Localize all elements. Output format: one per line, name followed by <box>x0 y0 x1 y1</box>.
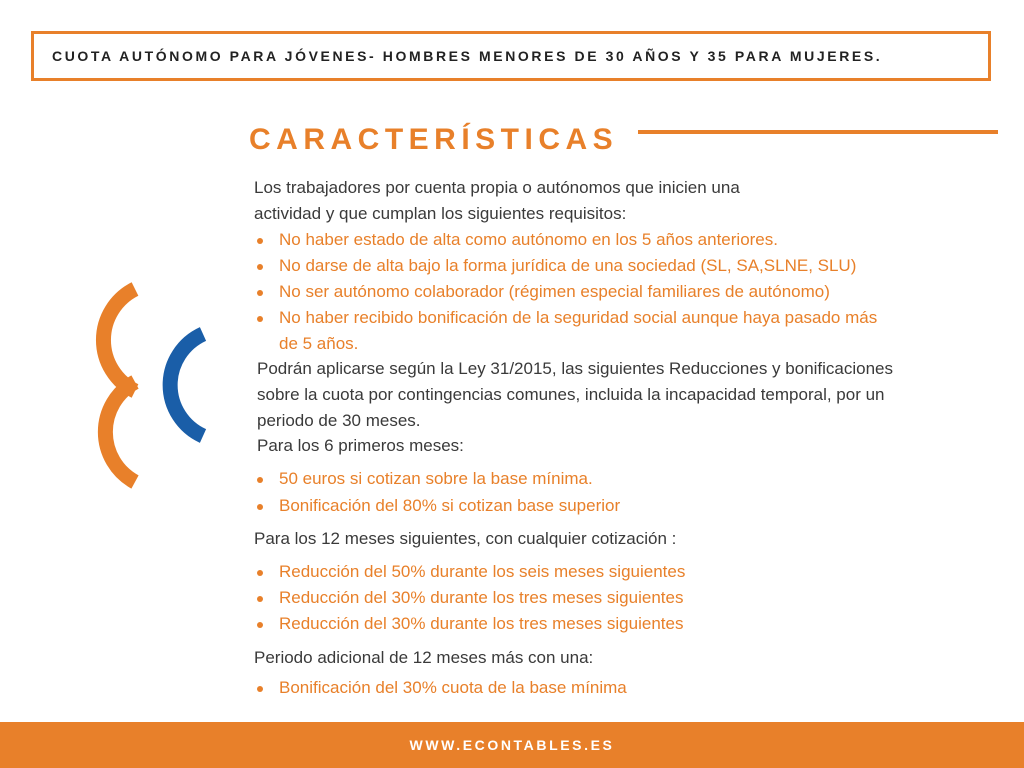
intro-line-1: Los trabajadores por cuenta propia o autónomos que inicien una <box>254 178 740 197</box>
list-item-text: No darse de alta bajo la forma jurídica de una sociedad (SL, SA,SLNE, SLU) <box>279 256 857 275</box>
bullet-dot <box>257 686 263 692</box>
bullet-dot <box>257 477 263 483</box>
ley-line-2: sobre la cuota por contingencias comunes, incluida la incapacidad temporal, por un <box>257 385 885 404</box>
list-item-text: Reducción del 50% durante los seis meses siguientes <box>279 562 686 581</box>
footer-bar <box>0 722 1024 768</box>
list-item-text: Reducción del 30% durante los tres meses siguientes <box>279 588 684 607</box>
bullet-dot <box>257 264 263 270</box>
list-item-text: Bonificación del 80% si cotizan base superior <box>279 496 621 515</box>
section-title: CARACTERÍSTICAS <box>249 123 619 156</box>
bullet-dot <box>257 290 263 296</box>
list-item-text: No haber recibido bonificación de la seguridad social aunque haya pasado más <box>279 308 878 327</box>
header-box <box>31 31 991 81</box>
ley-line-1: Podrán aplicarse según la Ley 31/2015, las siguientes Reducciones y bonificaciones <box>257 359 894 378</box>
list-item-text: Bonificación del 30% cuota de la base mínima <box>279 678 627 697</box>
bullet-dot <box>257 596 263 602</box>
adicional-heading: Periodo adicional de 12 meses más con una: <box>254 648 594 667</box>
intro-line-2: actividad y que cumplan los siguientes requisitos: <box>254 204 627 223</box>
bullet-dot <box>257 238 263 244</box>
bullet-dot <box>257 504 263 510</box>
list-item-text: No haber estado de alta como autónomo en los 5 años anteriores. <box>279 230 778 249</box>
logo-blue-arc <box>170 334 203 436</box>
siguientes-heading: Para los 12 meses siguientes, con cualquier cotización : <box>254 529 677 548</box>
list-item-text: Reducción del 30% durante los tres meses siguientes <box>279 614 684 633</box>
primeros-heading: Para los 6 primeros meses: <box>257 436 464 455</box>
logo-orange-arc-top <box>103 289 135 391</box>
website-link[interactable]: WWW.ECONTABLES.ES <box>409 737 615 753</box>
list-item-text: No ser autónomo colaborador (régimen especial familiares de autónomo) <box>279 282 830 301</box>
header-title: CUOTA AUTÓNOMO PARA JÓVENES- HOMBRES MENORES DE 30 AÑOS Y 35 PARA MUJERES. <box>52 48 883 64</box>
bullet-dot <box>257 622 263 628</box>
list-item-text: 50 euros si cotizan sobre la base mínima. <box>279 469 593 488</box>
title-rule <box>638 130 998 134</box>
econtables-logo <box>50 270 220 500</box>
ley-line-3: periodo de 30 meses. <box>257 411 421 430</box>
bullet-dot <box>257 316 263 322</box>
list-item-continuation: de 5 años. <box>279 334 359 353</box>
bullet-dot <box>257 570 263 576</box>
